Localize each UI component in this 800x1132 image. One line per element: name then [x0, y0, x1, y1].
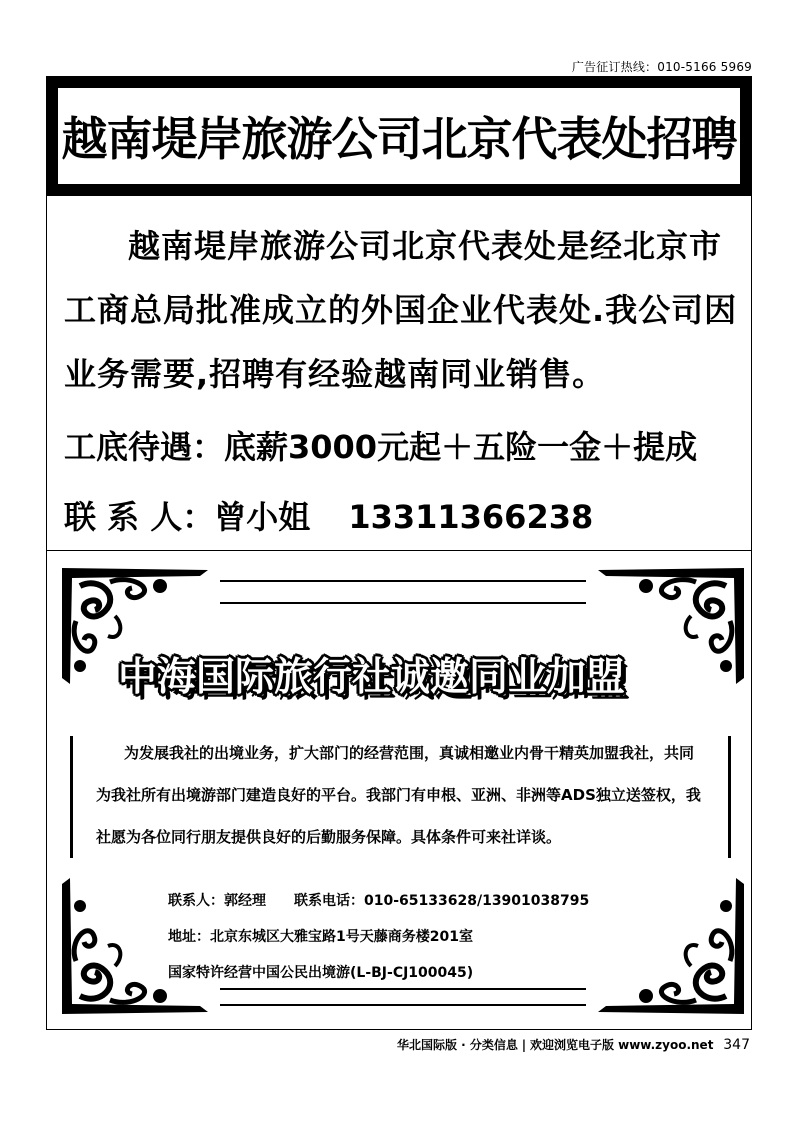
top-rule-2: [220, 602, 586, 604]
right-rule: [728, 736, 731, 858]
ad1-contact-label: 联 系 人：: [64, 498, 215, 536]
left-rule: [70, 736, 73, 858]
ad1-title-inner: [58, 88, 740, 184]
ornament-corner-bottom-right-icon: [596, 876, 746, 1016]
top-rule-1: [220, 580, 586, 582]
ad-hotline: 广告征订热线：010-5166 5969: [571, 60, 752, 74]
ad1-contact-phone: 13311366238: [348, 498, 594, 536]
ad1-salary: 工底待遇：底薪3000元起＋五险一金＋提成: [64, 428, 698, 466]
footer-separator: |: [521, 1038, 527, 1052]
bottom-rule-1: [220, 988, 586, 990]
page-number: 347: [723, 1037, 750, 1053]
page-footer: [397, 1036, 750, 1053]
ad-divider: [46, 550, 752, 551]
ad2-paragraph: 为发展我社的出境业务，扩大部门的经营范围，真诚相邀业内骨干精英加盟我社，共同为我社所有出境游部门建造良好的平台。我部门有申根、亚洲、非洲等ADS独立送签权，我社愿为各位同行朋友提供良好的后勤服务保障。具体条件可来社详谈。: [96, 744, 701, 846]
ad1-contact-name: 曾小姐: [214, 498, 311, 536]
ad1-title-bar: [46, 76, 752, 196]
footer-promo: 欢迎浏览电子版 www.zyoo.net: [529, 1038, 714, 1052]
ad2-contact: 联系人：郭经理 联系电话：010-65133628/13901038795: [168, 893, 590, 909]
ad1-title: 越南堤岸旅游公司北京代表处招聘: [61, 112, 737, 166]
ad1-body: [64, 214, 740, 552]
bottom-rule-2: [220, 1004, 586, 1006]
ad2-title: 中海国际旅行社诚邀同业加盟: [118, 655, 626, 700]
footer-section: 华北国际版 · 分类信息: [396, 1038, 518, 1052]
ad1-paragraph: 越南堤岸旅游公司北京代表处是经北京市工商总局批准成立的外国企业代表处.我公司因业务需要,招聘有经验越南同业销售。: [64, 227, 738, 393]
ad2-license: 国家特许经营中国公民出境游(L-BJ-CJ100045): [168, 965, 474, 981]
ad2-address: 地址：北京东城区大雅宝路1号天藤商务楼201室: [168, 929, 473, 945]
ad1-contact: [64, 482, 740, 552]
